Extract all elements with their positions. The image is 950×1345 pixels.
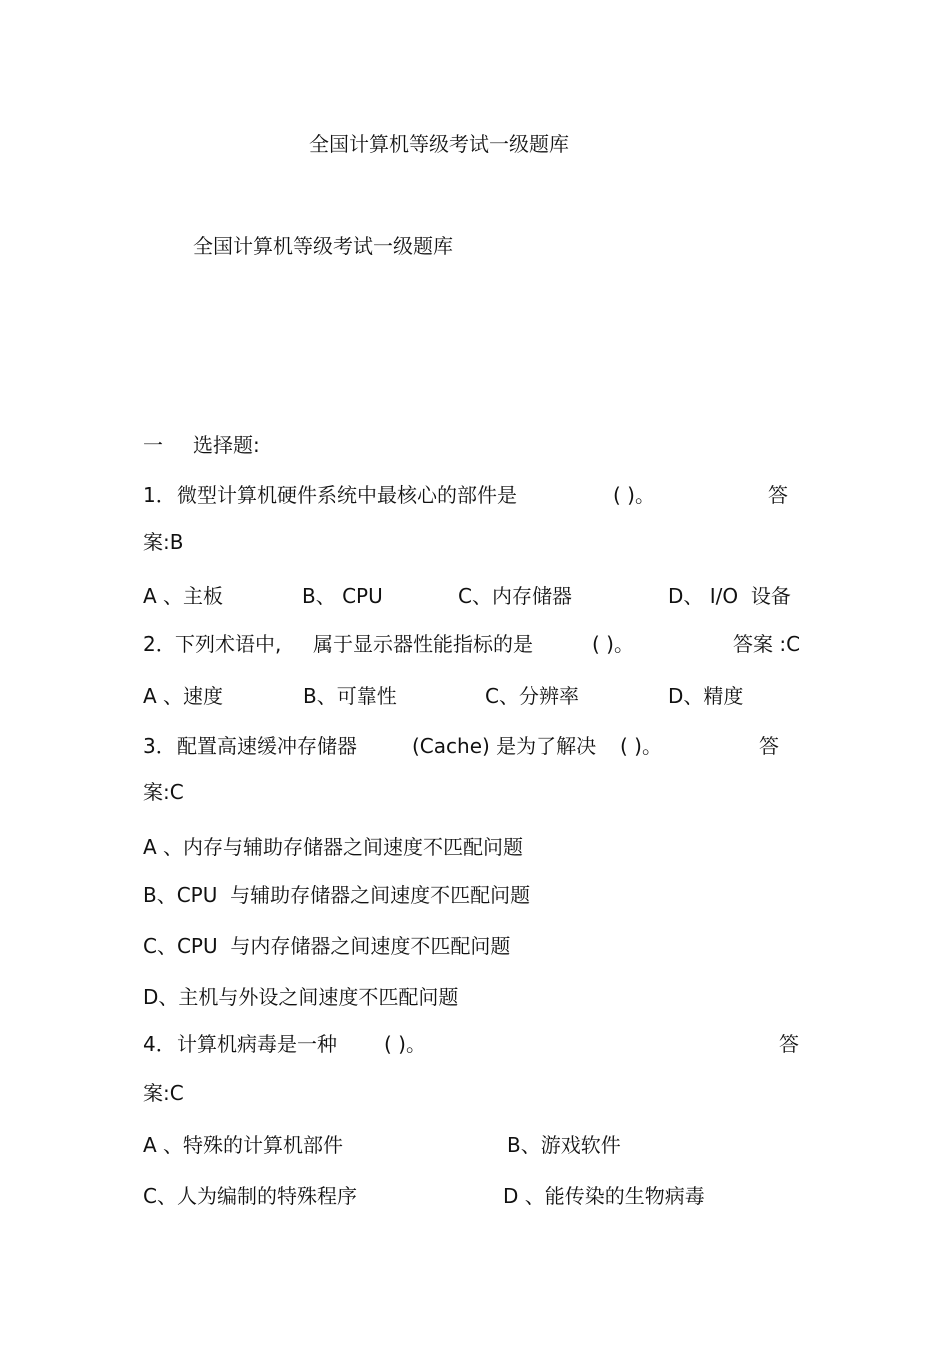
question-2-answer: 答案 :C <box>733 632 801 656</box>
question-1-answer-label: 答 <box>768 483 788 507</box>
question-2-text: 下列术语中, <box>175 632 282 656</box>
section-number: 一 <box>143 433 163 457</box>
question-4-text: 计算机病毒是一种 <box>177 1032 337 1056</box>
question-3-option-d: D、主机与外设之间速度不匹配问题 <box>143 985 459 1009</box>
question-2-option-a: A 、速度 <box>143 684 224 708</box>
question-1-option-c: C、内存储器 <box>458 584 572 608</box>
question-2-text-cont: 属于显示器性能指标的是 <box>313 632 533 656</box>
question-1-option-d: D、 I/O 设备 <box>668 584 791 608</box>
question-1-paren: ( )。 <box>613 483 655 507</box>
question-4-option-a: A 、特殊的计算机部件 <box>143 1133 344 1157</box>
question-2-number: 2． <box>143 632 176 656</box>
question-3-answer-label: 答 <box>759 734 779 758</box>
question-3-option-a: A 、内存与辅助存储器之间速度不匹配问题 <box>143 835 524 859</box>
question-4-answer-label: 答 <box>779 1032 799 1056</box>
question-2-option-c: C、分辨率 <box>485 684 579 708</box>
question-2-option-b: B、可靠性 <box>303 684 397 708</box>
section-title: 选择题: <box>193 433 260 457</box>
question-3-number: 3． <box>143 734 176 758</box>
question-3-option-c: C、CPU 与内存储器之间速度不匹配问题 <box>143 934 511 958</box>
question-3-text: 配置高速缓冲存储器 <box>177 734 357 758</box>
question-4-paren: ( )。 <box>384 1032 426 1056</box>
question-3-text-cont: (Cache) 是为了解决 <box>412 734 597 758</box>
question-4-number: 4． <box>143 1032 176 1056</box>
page-title: 全国计算机等级考试一级题库 <box>309 132 569 156</box>
question-3-answer: 案:C <box>143 780 184 804</box>
question-3-paren: ( )。 <box>620 734 662 758</box>
question-3-option-b: B、CPU 与辅助存储器之间速度不匹配问题 <box>143 883 531 907</box>
question-1-answer: 案:B <box>143 530 184 554</box>
question-2-option-d: D、精度 <box>668 684 744 708</box>
page-subtitle: 全国计算机等级考试一级题库 <box>193 234 453 258</box>
question-2-paren: ( )。 <box>592 632 634 656</box>
question-1-option-a: A 、主板 <box>143 584 224 608</box>
question-4-option-d: D 、能传染的生物病毒 <box>503 1184 705 1208</box>
question-4-option-b: B、游戏软件 <box>507 1133 621 1157</box>
question-4-option-c: C、人为编制的特殊程序 <box>143 1184 357 1208</box>
question-4-answer: 案:C <box>143 1081 184 1105</box>
question-1-number: 1． <box>143 483 176 507</box>
question-1-option-b: B、 CPU <box>302 584 383 608</box>
question-1-text: 微型计算机硬件系统中最核心的部件是 <box>177 483 517 507</box>
